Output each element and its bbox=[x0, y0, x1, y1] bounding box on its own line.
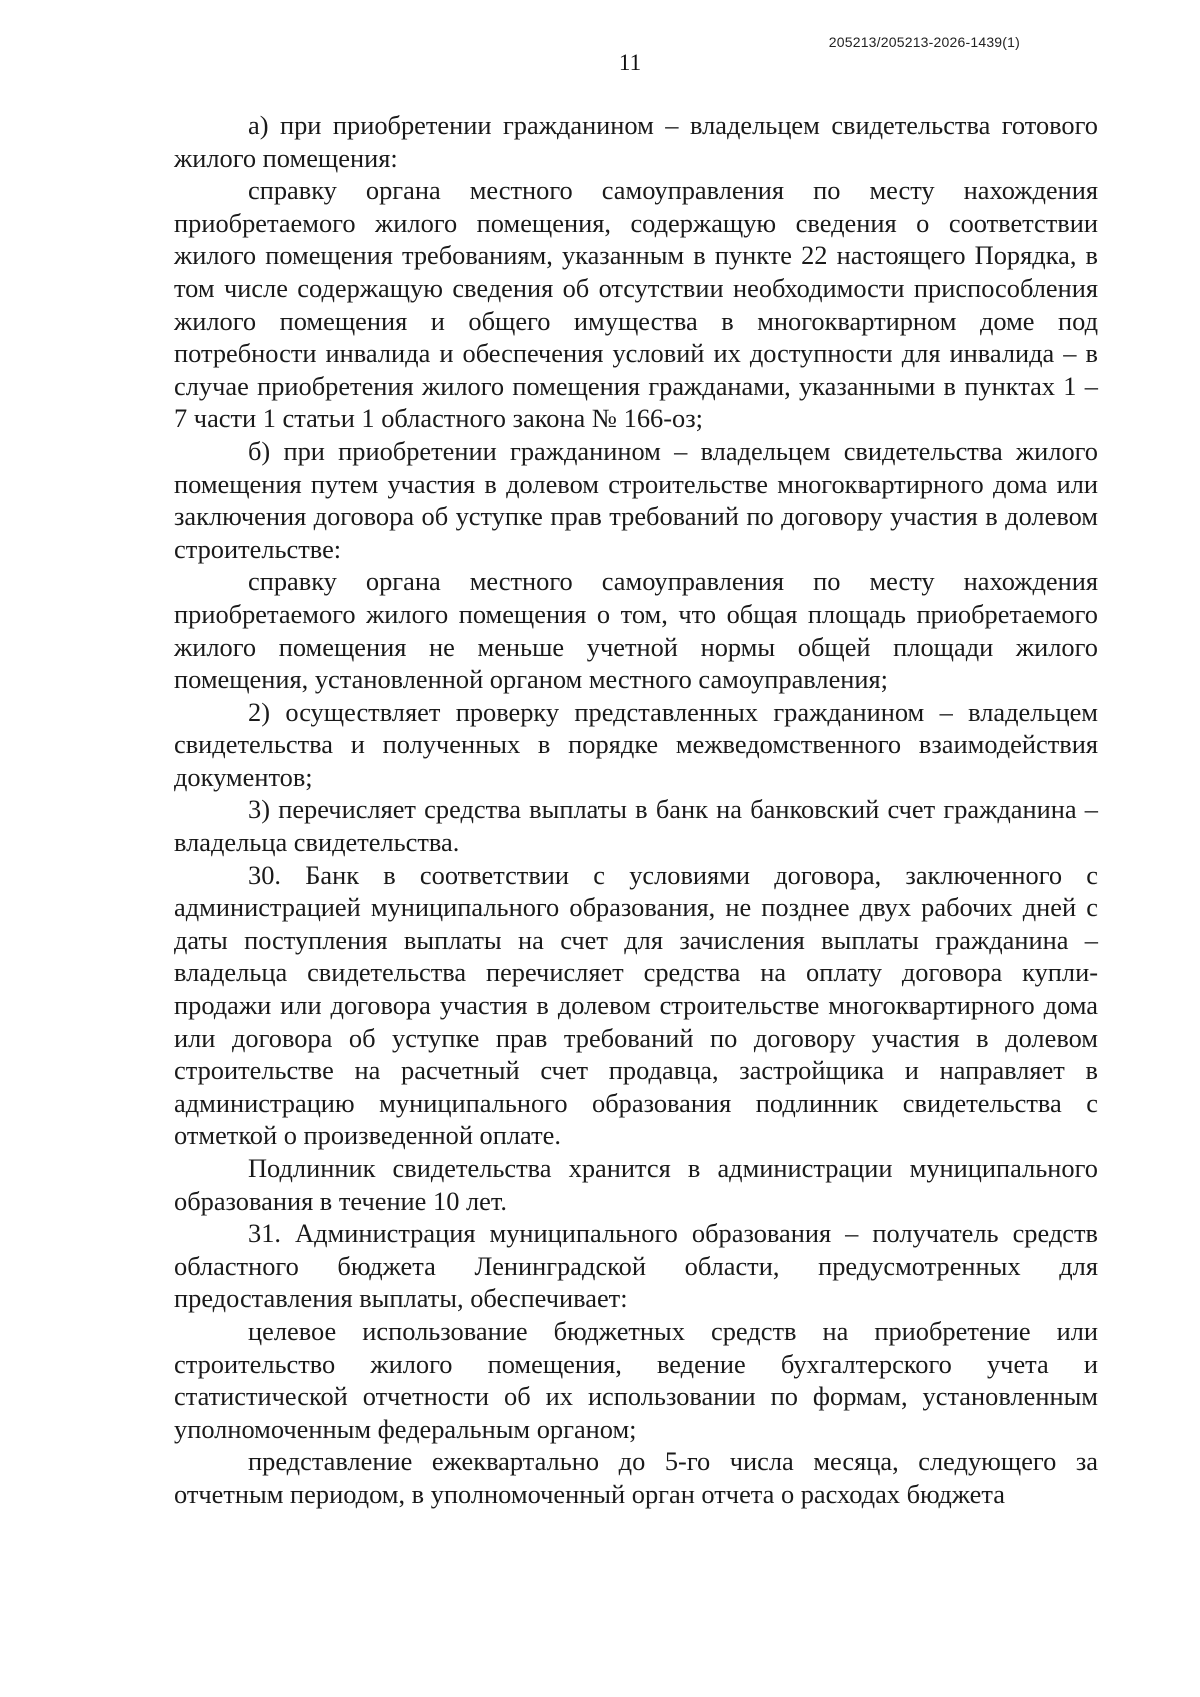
page-number: 11 bbox=[618, 50, 642, 75]
document-id: 205213/205213-2026-1439(1) bbox=[828, 34, 1020, 50]
paragraph-31-administration: 31. Администрация муниципального образования – получатель средств областного бюджета Ленинградской области, предусмотренных для предоставления выплаты, обеспечивает: bbox=[174, 1218, 1098, 1314]
paragraph-2-verification: 2) осуществляет проверку представленных гражданином – владельцем свидетельства и полученных в порядке межведомственного взаимодействия документов; bbox=[174, 696, 1098, 792]
document-body bbox=[174, 109, 1098, 1511]
paragraph-30-bank: 30. Банк в соответствии с условиями договора, заключенного с администрацией муниципального образования, не позднее двух рабочих дней с даты поступления выплаты на счет для зачисления выплаты гражданина – владельца свидетельства перечисляет средства на оплату договора купли-продажи или договора участия в долевом строительстве многоквартирного дома или договора об уступке прав требований по договору участия в долевом строительстве на расчетный счет продавца, застройщика и направляет в администрацию муниципального образования подлинник свидетельства с отметкой о произведенной оплате. bbox=[174, 859, 1098, 1151]
paragraph-original-storage: Подлинник свидетельства хранится в администрации муниципального образования в течение 10 лет. bbox=[174, 1153, 1098, 1216]
paragraph-3-transfer: 3) перечисляет средства выплаты в банк на банковский счет гражданина – владельца свидетельства. bbox=[174, 794, 1098, 858]
paragraph-a-ready-housing: а) при приобретении гражданином – владельцем свидетельства готового жилого помещения: bbox=[174, 110, 1098, 173]
paragraph-b-shared-construction: б) при приобретении гражданином – владельцем свидетельства жилого помещения путем участия в долевом строительстве многоквартирного дома или заключения договора об уступке прав требований по договору участия в долевом строительстве: bbox=[174, 435, 1098, 564]
paragraph-quarterly-report: представление ежеквартально до 5-го числа месяца, следующего за отчетным периодом, в уполномоченный орган отчета о расходах бюджета bbox=[174, 1446, 1098, 1509]
paragraph-targeted-use: целевое использование бюджетных средств на приобретение или строительство жилого помещения, ведение бухгалтерского учета и статистической отчетности об их использовании по формам, установленным уполномоченным федеральным органом; bbox=[174, 1315, 1098, 1444]
paragraph-certificate-local-authority: справку органа местного самоуправления по месту нахождения приобретаемого жилого помещения, содержащую сведения о соответствии жилого помещения требованиям, указанным в пункте 22 настоящего Порядка, в том числе содержащую сведения об отсутствии необходимости приспособления жилого помещения и общего имущества в многоквартирном доме под потребности инвалида и обеспечения условий их доступности для инвалида – в случае приобретения жилого помещения гражданами, указанными в пунктах 1 – 7 части 1 статьи 1 областного закона № 166-оз; bbox=[174, 175, 1098, 434]
paragraph-certificate-area: справку органа местного самоуправления по месту нахождения приобретаемого жилого помещения о том, что общая площадь приобретаемого жилого помещения не меньше учетной нормы общей площади жилого помещения, установленной органом местного самоуправления; bbox=[174, 566, 1098, 695]
